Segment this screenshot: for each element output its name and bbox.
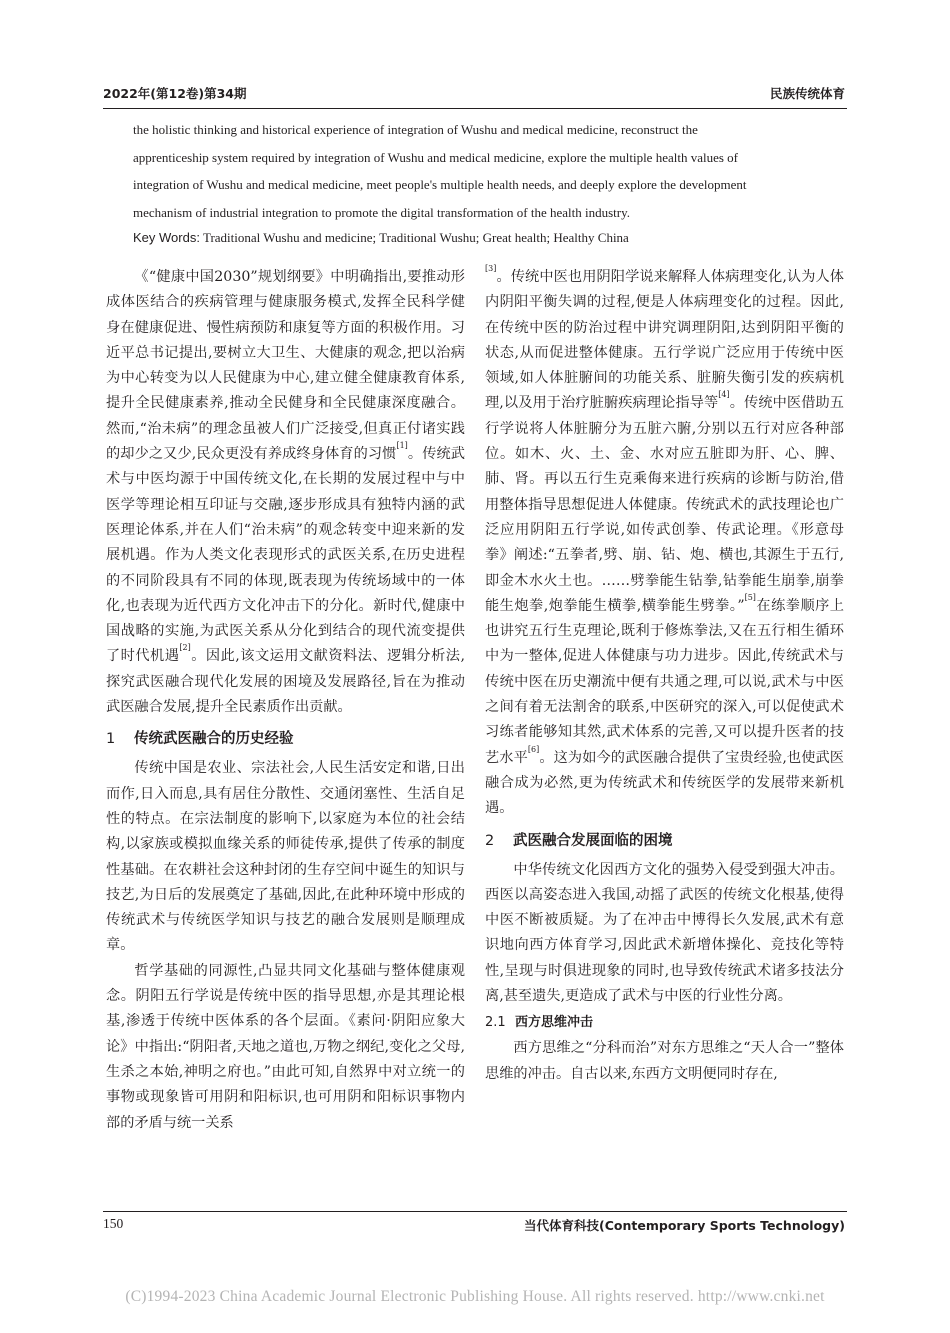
citation-1[interactable]: [1] (396, 441, 408, 451)
footer-rule (103, 1211, 847, 1212)
abstract-line: integration of Wushu and medical medicine, meet people's multiple health needs, and deeply explore the development (133, 177, 747, 193)
abstract-line: the holistic thinking and historical experience of integration of Wushu and medical medicine, reconstruct the (133, 122, 698, 137)
section-2-1-paragraph-1: 西方思维之“分科而治”对东方思维之“天人合一”整体思维的冲击。自古以来,东西方文明便同时存在, (485, 1040, 844, 1082)
keywords-label: Key Words: (133, 230, 200, 245)
running-header-issue: 2022年(第12卷)第34期 (103, 86, 247, 101)
citation-5[interactable]: [5] (744, 592, 756, 602)
abstract-line: apprenticeship system required by integration of Wushu and medical medicine, explore the multiple health values of (133, 149, 739, 165)
citation-4[interactable]: [4] (718, 390, 730, 400)
left-column (106, 265, 465, 1136)
keywords-text: Traditional Wushu and medicine; Traditional Wushu; Great health; Healthy China (202, 230, 629, 245)
section-2-1-heading: 2.1 西方思维冲击 (485, 1015, 594, 1031)
copyright-watermark: (C)1994-2023 China Academic Journal Electronic Publishing House. All rights reserved. http://www.cnki.net (125, 1288, 825, 1305)
running-header-journal: 民族传统体育 (769, 86, 845, 101)
abstract-line: mechanism of industrial integration to promote the digital transformation of the health industry. (133, 205, 631, 221)
header-rule (103, 108, 847, 109)
right-column (485, 265, 844, 1087)
section-1-paragraph-1: 传统中国是农业、宗法社会,人民生活安定和谐,日出而作,日入而息,具有居住分散性、交通闭塞性、生活自足性的特点。在宗法制度的影响下,以家庭为本位的社会结构,以家族或模拟血缘关系的师徒传承,提供了传承的制度性基础。在农耕社会这种封闭的生存空间中诞生的知识与技艺,为日后的发展奠定了基础,因此,在此种环境中形成的传统武术与传统医学知识与技艺的融合发展则是顺理成章。 (106, 760, 465, 954)
citation-3[interactable]: [3] (485, 264, 497, 273)
english-abstract (133, 116, 816, 227)
citation-6[interactable]: [6] (527, 744, 540, 754)
footer-journal: 当代体育科技(Contemporary Sports Technology) (524, 1218, 845, 1233)
section-2-heading: 2 武医融合发展面临的困境 (485, 832, 673, 849)
section-2-paragraph-1: 中华传统文化因西方文化的强势入侵受到强大冲击。西医以高姿态进入我国,动摇了武医的传统文化根基,使得中医不断被质疑。为了在冲击中博得长久发展,武术有意识地向西方体育学习,因此武术新增体操化、竞技化等特性,呈现与时俱进现象的同时,也导致传统武术诸多技法分离,甚至遗失,更造成了武术与中医的行业性分离。 (485, 861, 844, 1005)
page-number: 150 (103, 1216, 124, 1231)
keywords (133, 230, 833, 246)
section-1-heading: 1 传统武医融合的历史经验 (106, 731, 294, 748)
section-1-paragraph-2-continued: [3]。传统中医也用阴阳学说来解释人体病理变化,认为人体内阴阳平衡失调的过程,便是人体病理变化的过程。因此,在传统中医的防治过程中讲究调理阴阳,达到阴阳平衡的状态,从而促进整体健康。五行学说广泛应用于传统中医领域,如人体脏腑间的功能关系、脏腑失衡引发的疾病机理,以及用于治疗脏腑疾病理论指导等[4]。传统中医借助五行学说将人体脏腑分为五脏六腑,分别以五行对应各种部位。如木、火、土、金、水对应五脏即为肝、心、脾、肺、肾。再以五行生克乘侮来进行疾病的诊断与防治,借用整体指导思想促进人体健康。传统武术的武技理论也广泛应用阴阳五行学说,如传武创拳、传武论理。《形意母拳》阐述:“五拳者,劈、崩、钻、炮、横也,其源生于五行,即金木水火土也。……劈拳能生钻拳,钻拳能生崩拳,崩拳能生炮拳,炮拳能生横拳,横拳能生劈拳。”[5]在练拳顺序上也讲究五行生克理论,既利于修炼拳法,又在五行相生循环中为一整体,促进人体健康与功力进步。因此,传统武术与传统中医在历史潮流中便有共通之理,可以说,武术与中医之间有着无法割舍的联系,中医研究的深入,可以促使武术习练者能够知其然,武术体系的完善,又可以提升医者的技艺水平[6]。这为如今的武医融合提供了宝贵经验,也使武医融合成为必然,更为传统武术和传统医学的发展带来新机遇。 (485, 264, 844, 817)
section-1-paragraph-2: 哲学基础的同源性,凸显共同文化基础与整体健康观念。阴阳五行学说是传统中医的指导思想,亦是其理论根基,渗透于传统中医体系的各个层面。《素问·阴阳应象大论》中指出:“阴阳者,天地之道也,万物之纲纪,变化之父母,生杀之本始,神明之府也。”由此可知,自然界中对立统一的事物或现象皆可用阴和阳标识,也可用阴和阳标识事物内部的矛盾与统一关系 (106, 962, 465, 1131)
intro-paragraph: 《“健康中国2030”规划纲要》中明确指出,要推动形成体医结合的疾病管理与健康服务模式,发挥全民科学健身在健康促进、慢性病预防和康复等方面的积极作用。习近平总书记提出,要树立大卫生、大健康的观念,把以治病为中心转变为以人民健康为中心,建立健全健康教育体系,提升全民健康素养,推动全民健身和全民健康深度融合。然而,“治未病”的理念虽被人们广泛接受,但真正付诸实践的却少之又少,民众更没有养成终身体育的习惯[1]。传统武术与中医均源于中国传统文化,在长期的发展过程中与中医学等理论相互印证与交融,逐步形成具有独特内涵的武医理论体系,并在人们“治未病”的观念转变中迎来新的发展机遇。作为人类文化表现形式的武医关系,在历史进程的不同阶段具有不同的体现,既表现为传统场域中的一体化,也表现为近代西方文化冲击下的分化。新时代,健康中国战略的实施,为武医关系从分化到结合的现代流变提供了时代机遇[2]。因此,该文运用文献资料法、逻辑分析法,探究武医融合现代化发展的困境及发展路径,旨在为推动武医融合发展,提升全民素质作出贡献。 (106, 269, 465, 716)
citation-2[interactable]: [2] (179, 643, 191, 653)
